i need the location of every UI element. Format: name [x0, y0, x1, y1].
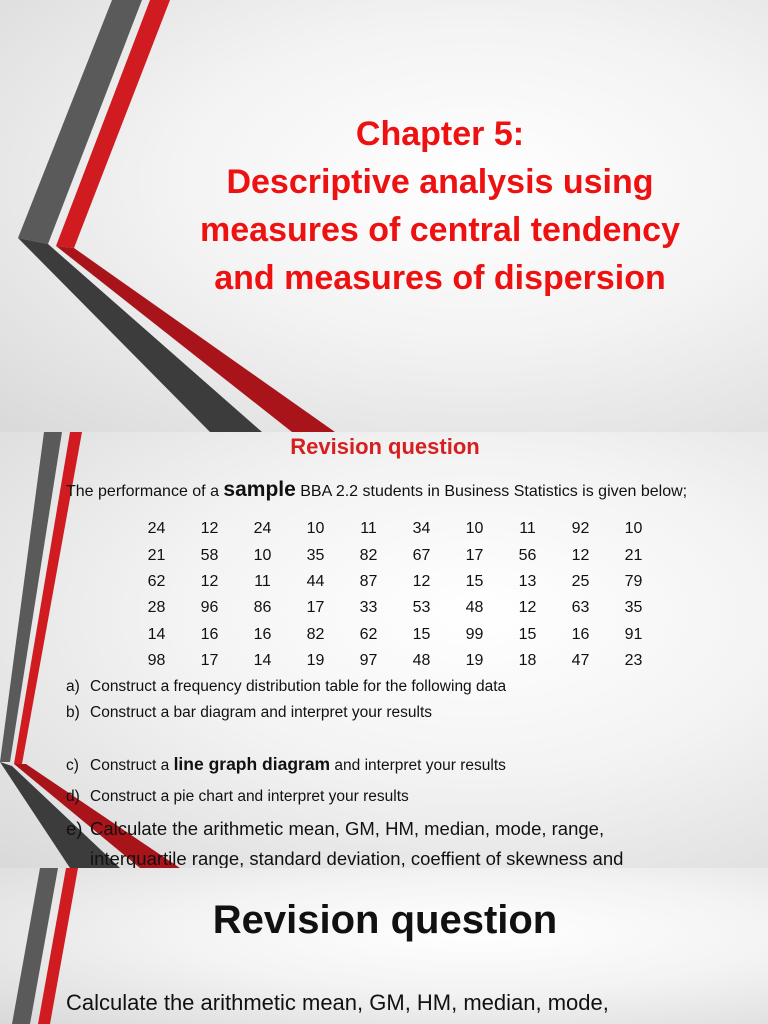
table-cell: 11	[360, 520, 377, 538]
question-c: c) Construct a line graph diagram and interpret your results	[66, 754, 506, 774]
table-cell: 97	[359, 652, 378, 670]
intro-text: BBA 2.2 students in Business Statistics is given below;	[295, 483, 688, 500]
slide-3-title: Revision question	[212, 898, 558, 942]
table-cell: 33	[359, 599, 378, 617]
table-cell: 11	[254, 572, 271, 590]
slide-1	[0, 0, 768, 432]
table-cell: 87	[359, 572, 378, 590]
table-cell: 48	[465, 599, 484, 617]
table-cell: 35	[306, 546, 325, 564]
slide-1-title	[150, 110, 730, 302]
table-cell: 14	[147, 625, 166, 643]
table-cell: 12	[200, 520, 219, 538]
table-cell: 25	[571, 572, 590, 590]
table-cell: 12	[200, 572, 219, 590]
table-cell: 82	[306, 625, 325, 643]
slide-2	[0, 432, 768, 868]
table-cell: 99	[465, 625, 484, 643]
table-cell: 24	[147, 520, 166, 538]
table-cell: 58	[200, 546, 219, 564]
table-row	[130, 648, 660, 674]
table-cell: 34	[412, 520, 431, 538]
question-b: b) Construct a bar diagram and interpret your results	[66, 704, 433, 721]
table-cell: 15	[465, 572, 484, 590]
table-cell: 21	[147, 546, 166, 564]
table-cell: 82	[359, 546, 378, 564]
table-cell: 10	[465, 520, 484, 538]
table-cell: 63	[571, 599, 590, 617]
table-cell: 86	[253, 599, 272, 617]
table-cell: 67	[412, 546, 431, 564]
table-cell: 23	[624, 652, 643, 670]
table-cell: 17	[200, 652, 219, 670]
slide-2-title: Revision question	[290, 434, 480, 459]
data-table	[130, 516, 660, 674]
table-cell: 11	[519, 520, 536, 538]
table-row	[130, 622, 660, 648]
title-line: Chapter 5:	[355, 115, 525, 153]
table-cell: 16	[200, 625, 219, 643]
slide-3-body: Calculate the arithmetic mean, GM, HM, median, mode,	[66, 990, 609, 1015]
table-cell: 15	[412, 625, 431, 643]
table-cell: 19	[465, 652, 484, 670]
table-cell: 10	[306, 520, 325, 538]
intro-emphasis: sample	[223, 478, 296, 501]
table-cell: 21	[624, 546, 643, 564]
table-cell: 14	[253, 652, 272, 670]
table-row	[130, 516, 660, 542]
table-cell: 91	[624, 625, 643, 643]
question-a: a) Construct a frequency distribution table for the following data	[66, 678, 507, 695]
table-cell: 35	[624, 599, 643, 617]
table-cell: 79	[624, 572, 643, 590]
slide-3	[0, 868, 768, 1024]
question-e: e) Calculate the arithmetic mean, GM, HM, median, mode, range,	[66, 818, 605, 839]
title-line: and measures of dispersion	[214, 259, 666, 297]
table-cell: 16	[571, 625, 590, 643]
question-e-continued: interquartile range, standard deviation, coeffient of skewness and	[90, 848, 624, 868]
table-cell: 17	[465, 546, 484, 564]
table-cell: 48	[412, 652, 431, 670]
table-cell: 24	[253, 520, 272, 538]
table-cell: 15	[518, 625, 537, 643]
table-cell: 16	[253, 625, 272, 643]
table-cell: 19	[306, 652, 325, 670]
table-cell: 53	[412, 599, 431, 617]
table-cell: 12	[518, 599, 537, 617]
title-line: measures of central tendency	[200, 211, 680, 249]
table-cell: 10	[253, 546, 272, 564]
table-cell: 12	[571, 546, 590, 564]
table-cell: 13	[518, 572, 537, 590]
table-cell: 17	[306, 599, 325, 617]
table-cell: 10	[624, 520, 643, 538]
question-d: d) Construct a pie chart and interpret your results	[66, 788, 409, 805]
title-line: Descriptive analysis using	[226, 163, 654, 201]
table-row	[130, 569, 660, 595]
table-cell: 47	[571, 652, 590, 670]
table-cell: 96	[200, 599, 219, 617]
table-cell: 18	[518, 652, 537, 670]
table-cell: 98	[147, 652, 166, 670]
table-cell: 44	[306, 572, 325, 590]
problem-statement	[66, 478, 687, 502]
intro-text: The performance of a	[66, 483, 224, 500]
table-cell: 28	[147, 599, 166, 617]
table-cell: 62	[147, 572, 166, 590]
table-row	[130, 595, 660, 621]
table-cell: 56	[518, 546, 537, 564]
table-cell: 92	[571, 520, 590, 538]
table-cell: 62	[359, 625, 378, 643]
table-cell: 12	[412, 572, 431, 590]
table-row	[130, 542, 660, 568]
